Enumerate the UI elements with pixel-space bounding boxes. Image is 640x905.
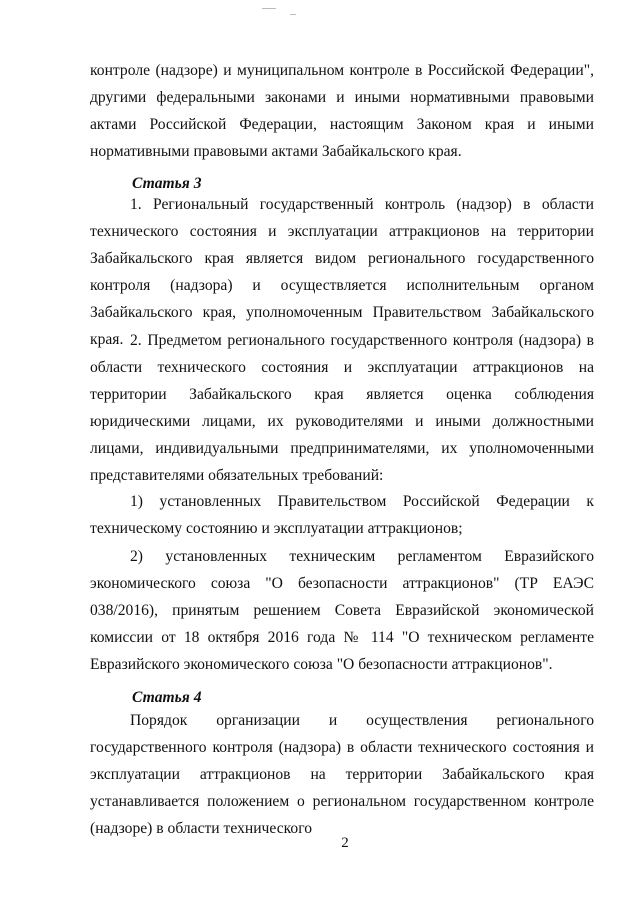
intro-continuation-block: [90, 57, 594, 165]
article-3-paragraph-2: 2. Предметом регионального государственного контроля (надзора) в области технического состояния и эксплуатации аттракционов на территории Забайкальского края является оценка соблюдения юридическими лицами, их руководителями и иными должностными лицами, индивидуальными предпринимателями, их уполномоченными представителями обязательных требований:: [90, 332, 594, 484]
article-4-paragraph-1: Порядок организации и осуществления регионального государственного контроля (надзора) в области технического состояния и эксплуатации аттракционов на территории Забайкальского края устанавливается положением о региональном государственном контроле (надзоре) в области технического: [90, 712, 594, 837]
article-3-item-1-block: [90, 488, 594, 542]
article-4-heading: Статья 4: [132, 689, 202, 706]
scan-artifact: [290, 14, 296, 15]
article-3-paragraph-1: 1. Региональный государственный контроль (надзор) в области технического состояния и эксплуатации аттракционов на территории Забайкальского края является видом регионального государственного контроля (надзора) и осуществляется исполнительным органом Забайкальского края, уполномоченным Правительством Забайкальского края.: [90, 196, 594, 348]
article-4-paragraph-1-block: [90, 707, 594, 842]
scan-artifact: [262, 8, 276, 9]
article-3-item-1: 1) установленных Правительством Российской Федерации к техническому состоянию и эксплуатации аттракционов;: [90, 493, 594, 537]
article-3-heading: Статья 3: [132, 175, 202, 192]
article-3-paragraph-2-block: [90, 327, 594, 489]
intro-continuation-paragraph: контроле (надзоре) и муниципальном контроле в Российской Федерации", другими федеральными законами и иными нормативными правовыми актами Российской Федерации, настоящим Законом края и иными нормативными правовыми актами Забайкальского края.: [90, 62, 594, 160]
article-3-item-2: 2) установленных техническим регламентом Евразийского экономического союза "О безопасности аттракционов" (ТР ЕАЭС 038/2016), принятым решением Совета Евразийской экономической комиссии от 18 октября 2016 года № 114 "О техническом регламенте Евразийского экономического союза "О безопасности аттракционов".: [90, 548, 594, 673]
article-3-item-2-block: [90, 543, 594, 678]
page-number: 2: [341, 835, 349, 851]
